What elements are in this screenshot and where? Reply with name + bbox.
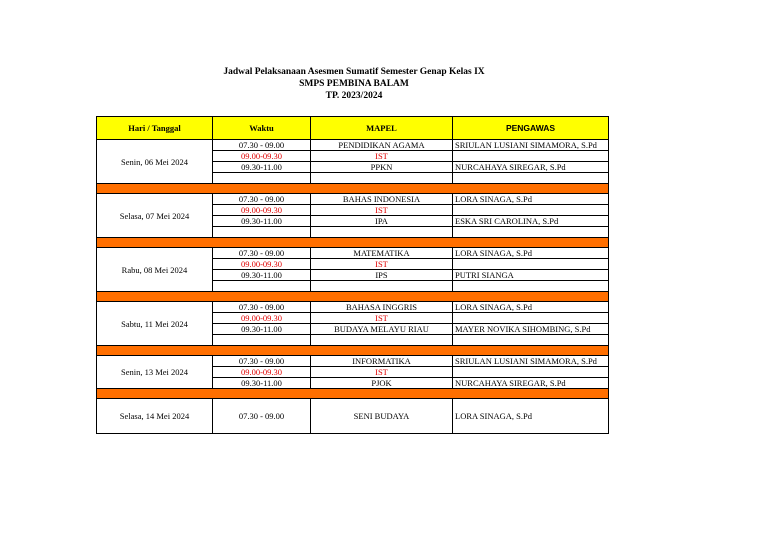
subject-cell: BUDAYA MELAYU RIAU (311, 324, 453, 335)
header-proctor: PENGAWAS (453, 117, 609, 140)
time-cell: 09.30-11.00 (213, 378, 311, 389)
proctor-cell (453, 367, 609, 378)
title-line-3: TP. 2023/2024 (325, 91, 383, 101)
proctor-cell: LORA SINAGA, S.Pd (453, 302, 609, 313)
time-cell: 07.30 - 09.00 (213, 248, 311, 259)
day-date-cell: Selasa, 14 Mei 2024 (97, 399, 213, 434)
separator-cell (97, 184, 609, 194)
subject-cell: PJOK (311, 378, 453, 389)
proctor-cell: NURCAHAYA SIREGAR, S.Pd (453, 162, 609, 173)
time-cell: 09.00-09.30 (213, 367, 311, 378)
subject-cell: IST (311, 205, 453, 216)
table-row (97, 248, 609, 259)
subject-cell: IST (311, 367, 453, 378)
time-cell (213, 227, 311, 238)
subject-cell (311, 281, 453, 292)
time-cell: 09.00-09.30 (213, 313, 311, 324)
subject-cell: IPA (311, 216, 453, 227)
subject-cell (311, 227, 453, 238)
header-row (97, 117, 609, 140)
subject-cell: INFORMATIKA (311, 356, 453, 367)
proctor-cell (453, 335, 609, 346)
proctor-cell: SRIULAN LUSIANI SIMAMORA, S.Pd (453, 140, 609, 151)
proctor-cell: SRIULAN LUSIANI SIMAMORA, S.Pd (453, 356, 609, 367)
day-date-cell: Rabu, 08 Mei 2024 (97, 248, 213, 292)
time-cell: 07.30 - 09.00 (213, 194, 311, 205)
day-date-cell: Senin, 06 Mei 2024 (97, 140, 213, 184)
time-cell (213, 173, 311, 184)
proctor-cell: LORA SINAGA, S.Pd (453, 194, 609, 205)
proctor-cell: LORA SINAGA, S.Pd (453, 248, 609, 259)
subject-cell: IST (311, 151, 453, 162)
header-time: Waktu (213, 117, 311, 140)
header-day: Hari / Tanggal (97, 117, 213, 140)
time-cell: 09.30-11.00 (213, 324, 311, 335)
day-separator (97, 184, 609, 194)
header-subject: MAPEL (311, 117, 453, 140)
separator-cell (97, 292, 609, 302)
proctor-cell: PUTRI SIANGA (453, 270, 609, 281)
subject-cell: BAHAS INDONESIA (311, 194, 453, 205)
separator-cell (97, 346, 609, 356)
proctor-cell (453, 227, 609, 238)
subject-cell: PENDIDIKAN AGAMA (311, 140, 453, 151)
table-row (97, 399, 609, 434)
proctor-cell (453, 173, 609, 184)
proctor-cell: ESKA SRI CAROLINA, S.Pd (453, 216, 609, 227)
time-cell: 09.30-11.00 (213, 216, 311, 227)
separator-cell (97, 389, 609, 399)
time-cell: 09.00-09.30 (213, 259, 311, 270)
table-row (97, 194, 609, 205)
day-separator (97, 292, 609, 302)
title-line-2: SMPS PEMBINA BALAM (299, 79, 409, 89)
document-title (0, 66, 768, 102)
proctor-cell (453, 313, 609, 324)
subject-cell: PPKN (311, 162, 453, 173)
subject-cell (311, 173, 453, 184)
proctor-cell: MAYER NOVIKA SIHOMBING, S.Pd (453, 324, 609, 335)
proctor-cell (453, 259, 609, 270)
time-cell: 07.30 - 09.00 (213, 399, 311, 434)
day-separator (97, 389, 609, 399)
subject-cell: IPS (311, 270, 453, 281)
time-cell: 09.30-11.00 (213, 270, 311, 281)
day-date-cell: Senin, 13 Mei 2024 (97, 356, 213, 389)
time-cell: 07.30 - 09.00 (213, 356, 311, 367)
proctor-cell (453, 281, 609, 292)
subject-cell (311, 335, 453, 346)
separator-cell (97, 238, 609, 248)
subject-cell: MATEMATIKA (311, 248, 453, 259)
subject-cell: IST (311, 313, 453, 324)
proctor-cell: LORA SINAGA, S.Pd (453, 399, 609, 434)
table-row (97, 356, 609, 367)
subject-cell: BAHASA INGGRIS (311, 302, 453, 313)
title-line-1: Jadwal Pelaksanaan Asesmen Sumatif Semester Genap Kelas IX (223, 67, 485, 77)
subject-cell: IST (311, 259, 453, 270)
time-cell: 07.30 - 09.00 (213, 140, 311, 151)
table-row (97, 140, 609, 151)
day-date-cell: Sabtu, 11 Mei 2024 (97, 302, 213, 346)
schedule-table (96, 116, 609, 434)
proctor-cell (453, 151, 609, 162)
time-cell: 07.30 - 09.00 (213, 302, 311, 313)
time-cell: 09.30-11.00 (213, 162, 311, 173)
time-cell (213, 335, 311, 346)
subject-cell: SENI BUDAYA (311, 399, 453, 434)
day-separator (97, 238, 609, 248)
time-cell (213, 281, 311, 292)
time-cell: 09.00-09.30 (213, 151, 311, 162)
table-row (97, 302, 609, 313)
day-date-cell: Selasa, 07 Mei 2024 (97, 194, 213, 238)
day-separator (97, 346, 609, 356)
proctor-cell: NURCAHAYA SIREGAR, S.Pd (453, 378, 609, 389)
time-cell: 09.00-09.30 (213, 205, 311, 216)
proctor-cell (453, 205, 609, 216)
